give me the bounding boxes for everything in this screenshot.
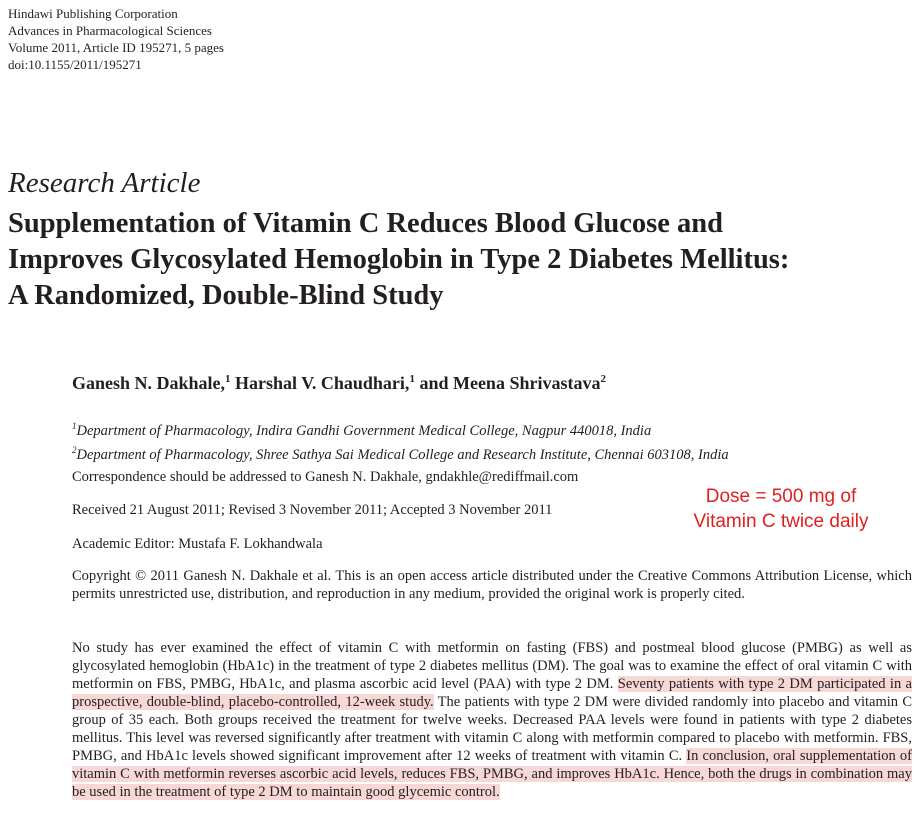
author-name: Harshal V. Chaudhari, [235,373,410,393]
correspondence: Correspondence should be addressed to Ganesh N. Dakhale, gndakhle@rediffmail.com [72,469,579,485]
title-line: Supplementation of Vitamin C Reduces Blood Glucose and [8,208,723,239]
history-dates: Received 21 August 2011; Revised 3 November 2011; Accepted 3 November 2011 [72,502,553,518]
affiliation-text: Department of Pharmacology, Indira Gandhi Government Medical College, Nagpur 440018, India [76,422,652,439]
journal-info [8,5,224,73]
abstract-text: No study has ever examined the effect of vitamin C with metformin on fasting (FBS) and postmeal blood glucose (PMBG) as well as glycosylated hemoglobin (HbA1c) in the treatment of type 2 diabetes mellitus (DM). The goal was to examine the effect of oral vitamin C with metformin on FBS, PMBG, HbA1c, and plasma ascorbic acid level (PAA) with type 2 DM. [72,640,912,692]
article-type: Research Article [8,167,201,199]
abstract-highlight: Seventy patients with type 2 DM participated in a prospective, double-blind, placebo-controlled, 12-week study. [72,676,912,710]
affiliation [72,441,729,465]
author-affiliation-mark: 1 [409,373,415,385]
academic-editor: Academic Editor: Mustafa F. Lokhandwala [72,536,323,552]
journal-name: Advances in Pharmacological Sciences [8,23,212,38]
affiliation [72,417,729,441]
author-name: and Meena Shrivastava [419,373,601,393]
author-affiliation-mark: 2 [600,373,606,385]
affiliation-mark: 1 [72,421,77,431]
affiliation-text: Department of Pharmacology, Shree Sathya Sai Medical College and Research Institute, Chennai 603108, India [76,446,729,463]
volume-info: Volume 2011, Article ID 195271, 5 pages [8,40,224,55]
affiliation-mark: 2 [72,444,77,455]
copyright-notice: Copyright © 2011 Ganesh N. Dakhale et al. This is an open access article distributed under the Creative Commons Attribution License, which permits unrestricted use, distribution, and reproduction in any medium, provided the original work is properly cited. [72,568,912,602]
author-name: Ganesh N. Dakhale, [72,373,226,393]
doi: doi:10.1155/2011/195271 [8,57,142,72]
title-line: A Randomized, Double-Blind Study [8,280,444,311]
publisher: Hindawi Publishing Corporation [8,6,178,21]
abstract [72,639,912,801]
article-title [8,206,920,314]
author-affiliation-mark: 1 [225,373,231,385]
authors [72,373,606,394]
annotation-line: Vitamin C twice daily [693,511,869,532]
title-line: Improves Glycosylated Hemoglobin in Type 2 Diabetes Mellitus: [8,244,790,275]
affiliations [72,417,729,465]
dose-annotation [668,484,894,534]
abstract-text: The patients with type 2 DM were divided randomly into placebo and vitamin C group of 35 each. Both groups received the treatment for twelve weeks. Decreased PAA levels were found in patients with type 2 diabetes mellitus. This level was reversed significantly after treatment with vitamin C along with metformin compared to placebo with metformin. FBS, PMBG, and HbA1c levels showed significant improvement after 12 weeks of treatment with vitamin C. [72,694,912,764]
abstract-highlight: In conclusion, oral supplementation of vitamin C with metformin reverses ascorbic acid levels, reduces FBS, PMBG, and improves HbA1c. Hence, both the drugs in combination may be used in the treatment of type 2 DM to maintain good glycemic control. [72,748,912,800]
annotation-line: Dose = 500 mg of [705,486,857,507]
